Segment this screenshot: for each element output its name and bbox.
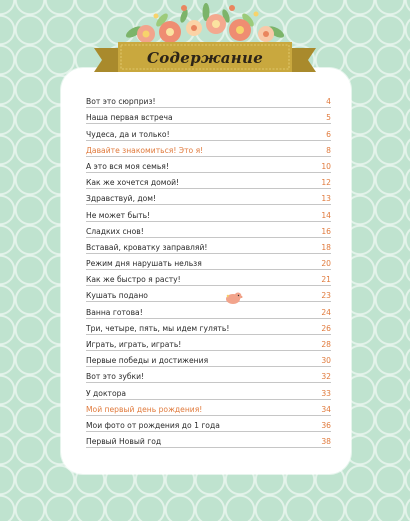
toc-page-number: 24 (321, 307, 331, 317)
toc-row[interactable] (86, 205, 331, 221)
toc-row[interactable] (86, 92, 331, 108)
page-title: Содержание (146, 49, 264, 67)
toc-page-number: 38 (321, 437, 331, 447)
toc-title: Чудеса, да и только! (86, 129, 170, 139)
toc-row[interactable] (86, 238, 331, 254)
toc-title: Как же быстро я расту! (86, 275, 181, 285)
toc-page-number: 28 (321, 340, 331, 349)
toc-title: Не может быть! (86, 210, 151, 220)
toc-title: Режим дня нарушать нельзя (86, 259, 202, 269)
toc-row[interactable] (86, 400, 331, 416)
toc-row[interactable] (86, 416, 331, 432)
toc-page-number: 4 (326, 97, 331, 107)
toc-row[interactable] (86, 254, 331, 270)
toc-page-number: 14 (321, 210, 331, 220)
toc-page-number: 20 (321, 259, 331, 269)
toc-row[interactable] (86, 189, 331, 205)
toc-page-number: 10 (321, 161, 331, 171)
toc-page-number: 8 (326, 145, 331, 155)
toc-row[interactable] (86, 157, 331, 173)
toc-title: У доктора (86, 388, 127, 398)
toc-title: Мои фото от рождения до 1 года (86, 420, 220, 430)
toc-page-number: 6 (326, 129, 331, 139)
toc-row[interactable] (86, 270, 331, 286)
toc-row[interactable] (86, 383, 331, 399)
toc-page-number: 36 (321, 420, 331, 430)
toc-row[interactable] (86, 367, 331, 383)
toc-page-number: 13 (321, 194, 331, 204)
toc-page-number: 18 (321, 242, 331, 252)
toc-page-number: 21 (321, 275, 331, 285)
toc-title: Как же хочется домой! (86, 178, 180, 188)
toc-title: Вставай, кроватку заправляй! (86, 242, 208, 252)
toc-row[interactable] (86, 351, 331, 367)
toc-title: Наша первая встреча (86, 113, 173, 123)
toc-page-number: 30 (321, 356, 331, 366)
toc-row[interactable] (86, 173, 331, 189)
toc-page-number: 12 (321, 178, 331, 188)
toc-title: Здравствуй, дом! (86, 194, 157, 204)
toc-title: Вот это зубки! (86, 372, 145, 382)
toc-page-number: 5 (326, 113, 331, 123)
toc-title: Три, четыре, пять, мы идем гулять! (86, 323, 230, 333)
toc-page-number: 16 (321, 226, 331, 236)
toc-title: Давайте знакомиться! Это я! (86, 145, 204, 155)
toc-title: Сладких снов! (86, 226, 144, 236)
toc-row[interactable] (86, 108, 331, 124)
toc-row[interactable] (86, 141, 331, 157)
toc-page-number: 34 (321, 404, 331, 414)
toc-row[interactable] (86, 319, 331, 335)
toc-row[interactable] (86, 432, 331, 448)
table-of-contents (86, 92, 331, 448)
toc-page-number: 33 (321, 388, 331, 398)
toc-title: Первые победы и достижения (86, 356, 209, 366)
toc-title: Мой первый день рождения! (86, 404, 203, 414)
toc-page-number: 23 (321, 291, 331, 301)
toc-title: А это вся моя семья! (86, 161, 169, 171)
toc-row[interactable] (86, 124, 331, 140)
toc-title: Вот это сюрприз! (86, 97, 156, 107)
toc-title: Кушать подано (86, 291, 148, 301)
toc-page-number: 26 (321, 323, 331, 333)
toc-page-number: 32 (321, 372, 331, 382)
toc-row[interactable] (86, 302, 331, 318)
toc-row[interactable] (86, 222, 331, 238)
bird-icon (223, 291, 243, 305)
toc-row[interactable] (86, 286, 331, 302)
toc-title: Первый Новый год (86, 437, 162, 447)
toc-title: Играть, играть, играть! (86, 340, 182, 349)
toc-title: Ванна готова! (86, 307, 143, 317)
toc-row[interactable] (86, 335, 331, 351)
